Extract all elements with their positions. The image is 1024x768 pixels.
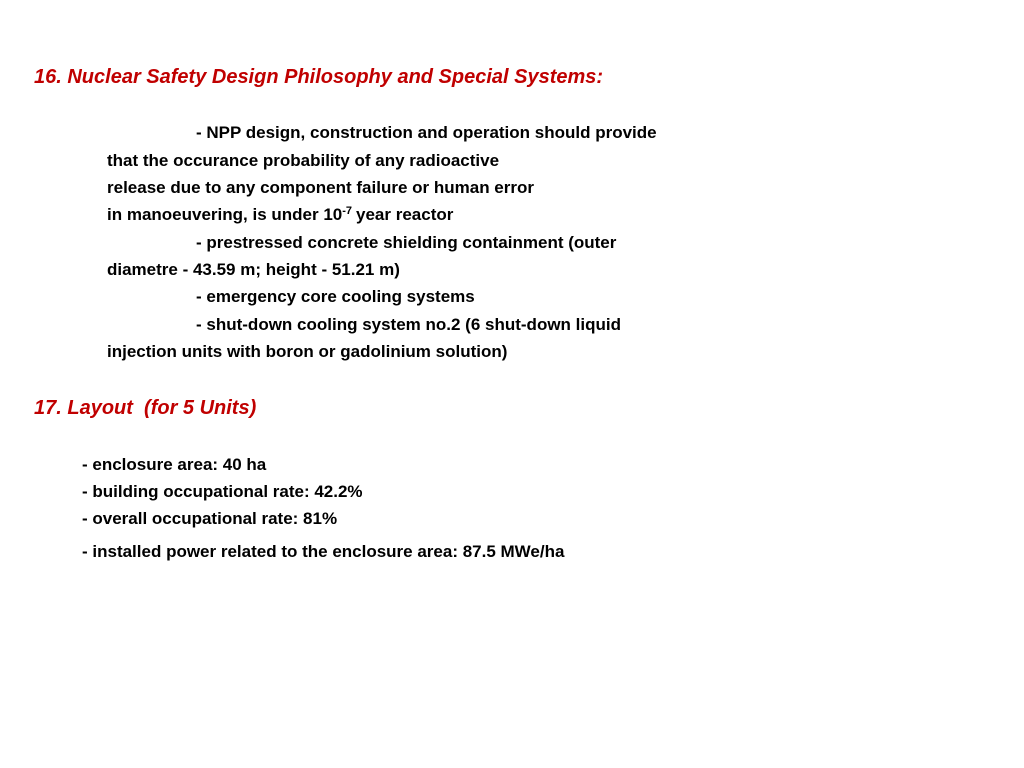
probability-suffix: year reactor	[356, 205, 454, 224]
section-16-line: that the occurance probability of any radioactive	[107, 151, 500, 170]
section-16-line: - emergency core cooling systems	[196, 287, 475, 306]
section-16-line: - NPP design, construction and operation should provide	[196, 123, 657, 142]
section-16-line: injection units with boron or gadolinium solution)	[107, 342, 508, 361]
section-16-line: - shut-down cooling system no.2 (6 shut-down liquid	[196, 315, 621, 334]
section-16-line: release due to any component failure or human error	[107, 178, 534, 197]
layout-bullet: - installed power related to the enclosure area: 87.5 MWe/ha	[82, 542, 565, 561]
section-17-heading: 17. Layout (for 5 Units)	[34, 397, 257, 419]
probability-exponent: -7	[342, 205, 353, 217]
layout-bullet: - enclosure area: 40 ha	[82, 455, 267, 474]
section-16-heading: 16. Nuclear Safety Design Philosophy and Special Systems:	[34, 66, 604, 88]
layout-bullet: - overall occupational rate: 81%	[82, 509, 338, 528]
probability-prefix: in manoeuvering, is under 10	[107, 205, 343, 224]
section-16-line: - prestressed concrete shielding containment (outer	[196, 233, 617, 252]
probability-line	[107, 206, 453, 223]
section-16-line: diametre - 43.59 m; height - 51.21 m)	[107, 260, 400, 279]
layout-bullet: - building occupational rate: 42.2%	[82, 482, 363, 501]
